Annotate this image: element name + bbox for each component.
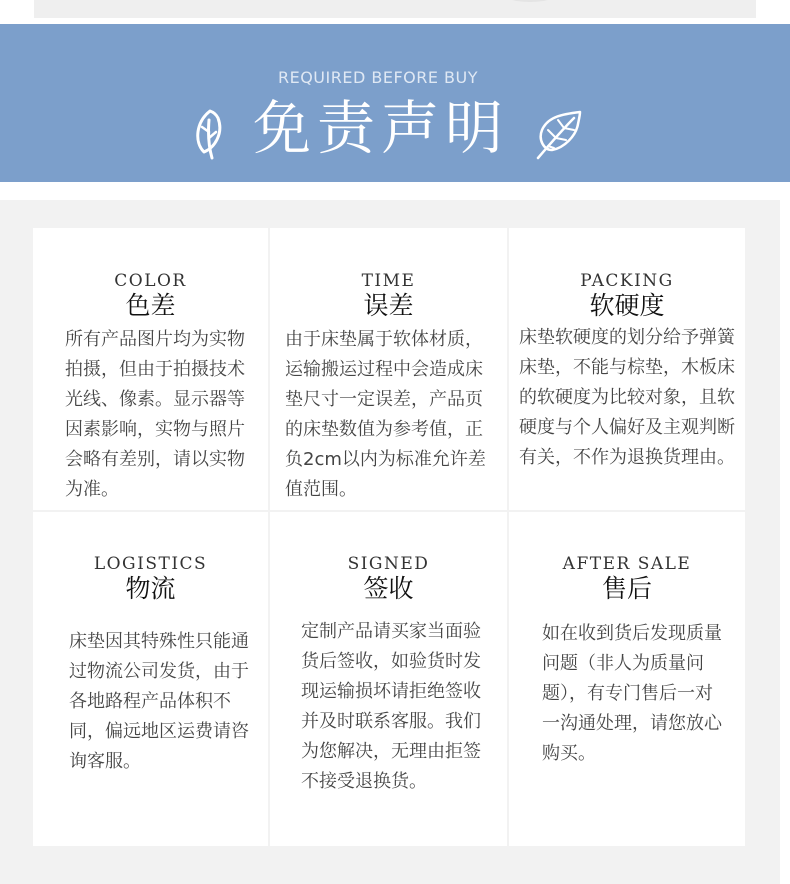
card-logistics-text: 床垫因其特殊性只能通过物流公司发货，由于各地路程产品体积不同，偏远地区运费请咨询客服。 <box>69 631 249 772</box>
card-after-sale-title-en: AFTER SALE <box>562 554 692 574</box>
card-packing <box>509 228 745 510</box>
top-divider-strip <box>34 0 756 18</box>
card-time-text: 由于床垫属于软体材质，运输搬运过程中会造成床垫尺寸一定误差，产品页的床垫数值为参考值，正负2cm以内为标准允许差值范围。 <box>285 329 486 500</box>
card-color-title-zh: 色差 <box>125 291 176 320</box>
card-after-sale <box>509 512 745 846</box>
card-color-title-en: COLOR <box>114 271 187 291</box>
card-logistics-title-zh: 物流 <box>125 574 176 603</box>
card-color-text: 所有产品图片均为实物拍摄，但由于拍摄技术光线、像素。显示器等因素影响，实物与照片会略有差别，请以实物为准。 <box>65 329 245 500</box>
card-color <box>33 228 268 510</box>
card-signed-text: 定制产品请买家当面验货后签收，如验货时发现运输损坏请拒绝签收并及时联系客服。我们为您解决，无理由拒签不接受退换货。 <box>301 621 481 792</box>
card-logistics-title-en: LOGISTICS <box>93 554 208 574</box>
card-time <box>270 228 507 510</box>
card-signed <box>270 512 507 846</box>
card-signed-title-zh: 签收 <box>363 574 414 603</box>
card-after-sale-text: 如在收到货后发现质量问题（非人为质量问题），有专门售后一对一沟通处理，请您放心购买。 <box>542 623 722 764</box>
banner-title: 免责声明 <box>252 94 509 162</box>
leaf-outline-icon <box>192 108 228 162</box>
leaf-detailed-icon <box>534 108 584 160</box>
banner-subtitle: REQUIRED BEFORE BUY <box>277 68 479 87</box>
card-packing-text: 床垫软硬度的划分给予弹簧床垫，不能与棕垫，木板床的软硬度为比较对象，且软硬度与个人偏好及主观判断有关，不作为退换货理由。 <box>519 327 735 468</box>
card-time-title-en: TIME <box>361 271 416 291</box>
disclaimer-banner <box>0 24 790 182</box>
card-packing-title-zh: 软硬度 <box>589 291 665 320</box>
card-time-title-zh: 误差 <box>363 291 414 320</box>
card-after-sale-title-zh: 售后 <box>601 574 652 603</box>
card-packing-title-en: PACKING <box>580 271 674 291</box>
disclaimer-panel <box>0 200 780 884</box>
card-signed-title-en: SIGNED <box>347 554 430 574</box>
card-logistics <box>33 512 268 846</box>
